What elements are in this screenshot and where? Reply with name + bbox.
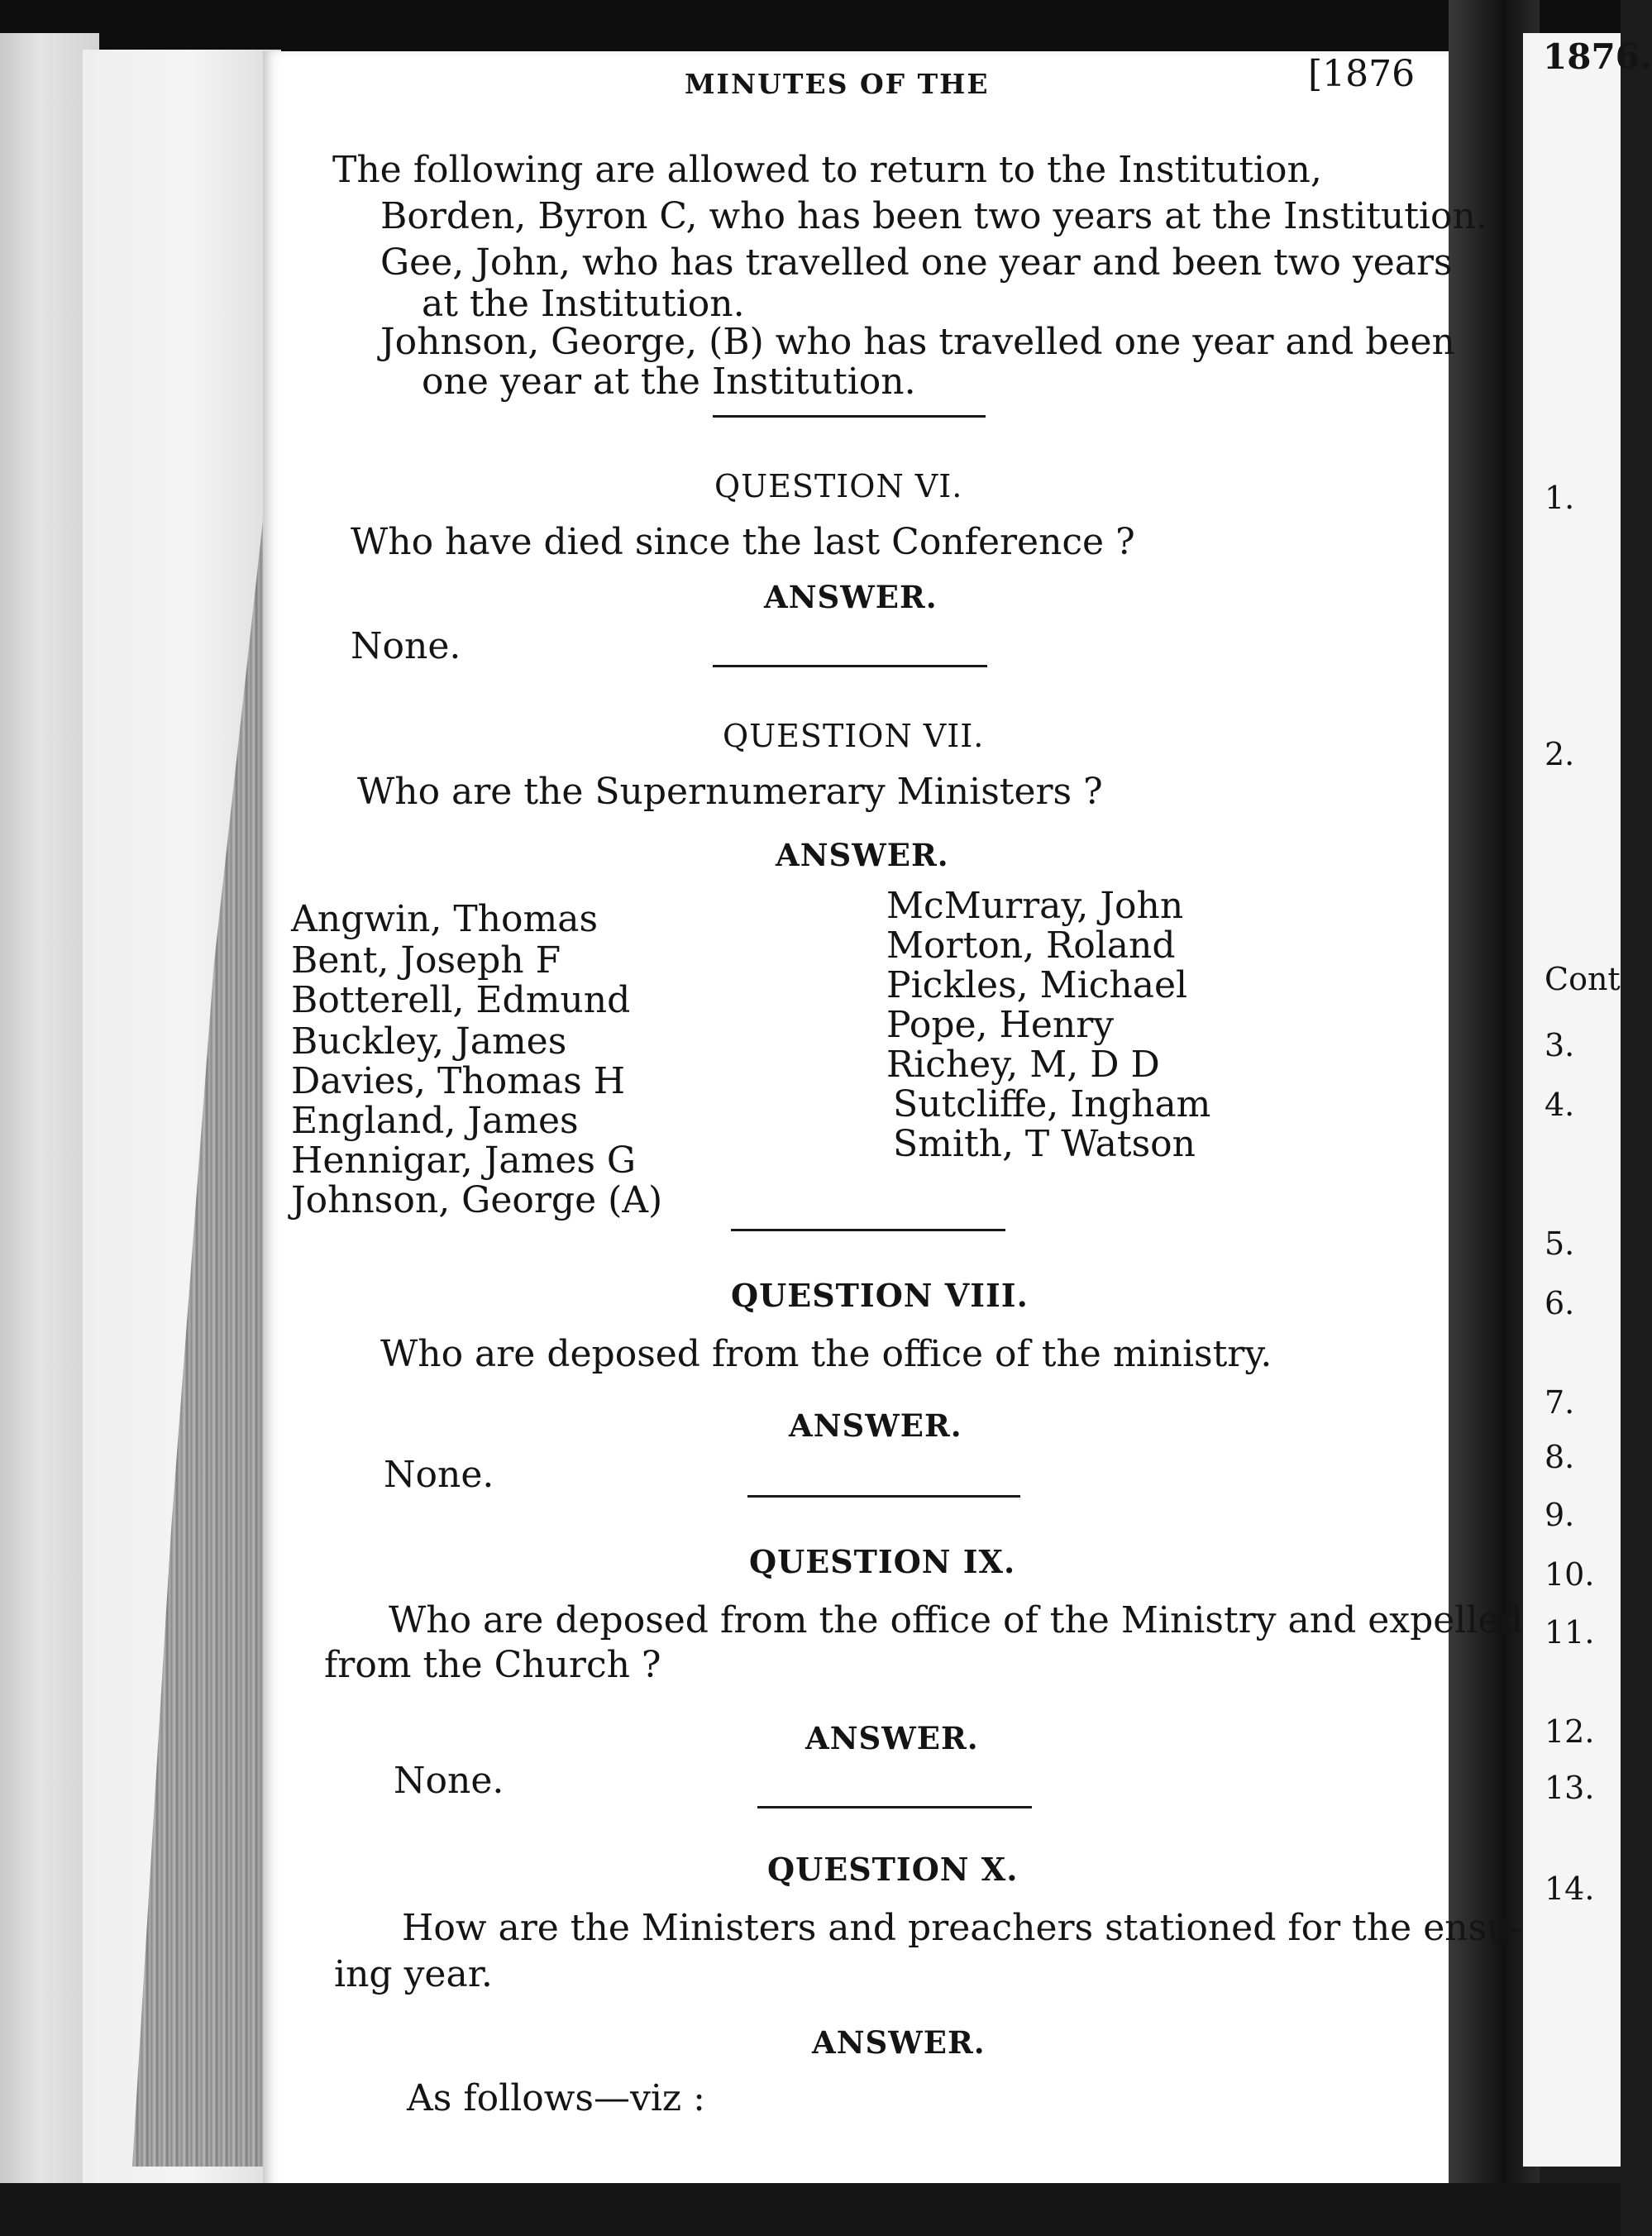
facing-page-number: 12.: [1545, 1713, 1595, 1750]
minister-name: Hennigar, James G: [291, 1140, 637, 1182]
facing-page-number: 14.: [1545, 1870, 1595, 1907]
section-rule: [731, 1229, 1005, 1231]
institution-entry-cont: one year at the Institution.: [422, 361, 916, 403]
facing-page-number: 4.: [1545, 1087, 1575, 1123]
running-head: MINUTES OF THE: [685, 68, 990, 100]
minister-name: Pope, Henry: [886, 1004, 1115, 1046]
facing-page-number: 5.: [1545, 1226, 1575, 1262]
section-rule: [713, 415, 986, 418]
facing-page-number: 6.: [1545, 1285, 1575, 1321]
question-text: Who are the Supernumerary Ministers ?: [357, 771, 1103, 813]
minister-name: Davies, Thomas H: [291, 1060, 626, 1102]
question-text: Who are deposed from the office of the ministry.: [380, 1333, 1272, 1375]
minister-name: Smith, T Watson: [893, 1123, 1196, 1165]
answer-label: ANSWER.: [789, 1407, 962, 1444]
facing-page-number: 9.: [1545, 1497, 1575, 1533]
question-heading: QUESTION VII.: [723, 718, 985, 754]
institution-entry: Johnson, George, (B) who has travelled one year and been: [380, 321, 1455, 363]
answer-text: None.: [351, 625, 461, 667]
facing-page-number: 3.: [1545, 1027, 1575, 1063]
question-text-cont: from the Church ?: [324, 1644, 661, 1686]
minister-name: England, James: [291, 1100, 579, 1142]
question-heading: QUESTION X.: [767, 1851, 1019, 1888]
question-heading: QUESTION IX.: [749, 1543, 1016, 1580]
institution-entry: Borden, Byron C, who has been two years at the Institution.: [380, 195, 1487, 237]
minister-name: Buckley, James: [291, 1020, 567, 1063]
institution-entry-cont: at the Institution.: [422, 283, 745, 325]
page-year: [1876: [1308, 53, 1416, 95]
minister-name: Angwin, Thomas: [291, 898, 599, 940]
question-text: How are the Ministers and preachers stationed for the ensu-: [402, 1907, 1523, 1949]
minister-name: Johnson, George (A): [291, 1179, 663, 1221]
answer-label: ANSWER.: [805, 1720, 979, 1756]
facing-page-section: Cont: [1545, 961, 1621, 997]
minister-name: Morton, Roland: [886, 924, 1176, 967]
question-heading: QUESTION VIII.: [731, 1277, 1029, 1314]
facing-page-number: 2.: [1545, 736, 1575, 772]
answer-text: As follows—viz :: [407, 2077, 705, 2119]
section-rule: [747, 1495, 1020, 1498]
answer-label: ANSWER.: [764, 579, 938, 615]
scan-bottom-edge: [0, 2183, 1621, 2236]
facing-page-number: 10.: [1545, 1556, 1595, 1593]
facing-page-number: 13.: [1545, 1770, 1595, 1806]
institution-entry: Gee, John, who has travelled one year and been two years: [380, 241, 1453, 284]
minister-name: Botterell, Edmund: [291, 979, 631, 1021]
minister-name: McMurray, John: [886, 885, 1184, 927]
minister-name: Richey, M, D D: [886, 1044, 1160, 1086]
facing-page-number: 1.: [1545, 480, 1575, 516]
answer-text: None.: [394, 1760, 504, 1802]
facing-page-year: 1876.: [1543, 36, 1652, 77]
facing-page-number: 8.: [1545, 1439, 1575, 1475]
facing-page-number: 7.: [1545, 1384, 1575, 1421]
answer-label: ANSWER.: [776, 837, 949, 873]
answer-label: ANSWER.: [812, 2024, 986, 2061]
answer-text: None.: [384, 1454, 494, 1496]
question-text-cont: ing year.: [334, 1953, 493, 1995]
question-heading: QUESTION VI.: [714, 468, 963, 504]
question-text: Who are deposed from the office of the Ministry and expelled: [389, 1599, 1523, 1641]
section-rule: [757, 1806, 1032, 1808]
section-rule: [713, 665, 987, 667]
question-text: Who have died since the last Conference ?: [351, 521, 1135, 563]
minister-name: Pickles, Michael: [886, 964, 1188, 1006]
facing-page-number: 11.: [1545, 1614, 1595, 1651]
minister-name: Bent, Joseph F: [291, 939, 561, 982]
institution-intro: The following are allowed to return to the Institution,: [332, 149, 1322, 191]
minister-name: Sutcliffe, Ingham: [893, 1083, 1211, 1125]
